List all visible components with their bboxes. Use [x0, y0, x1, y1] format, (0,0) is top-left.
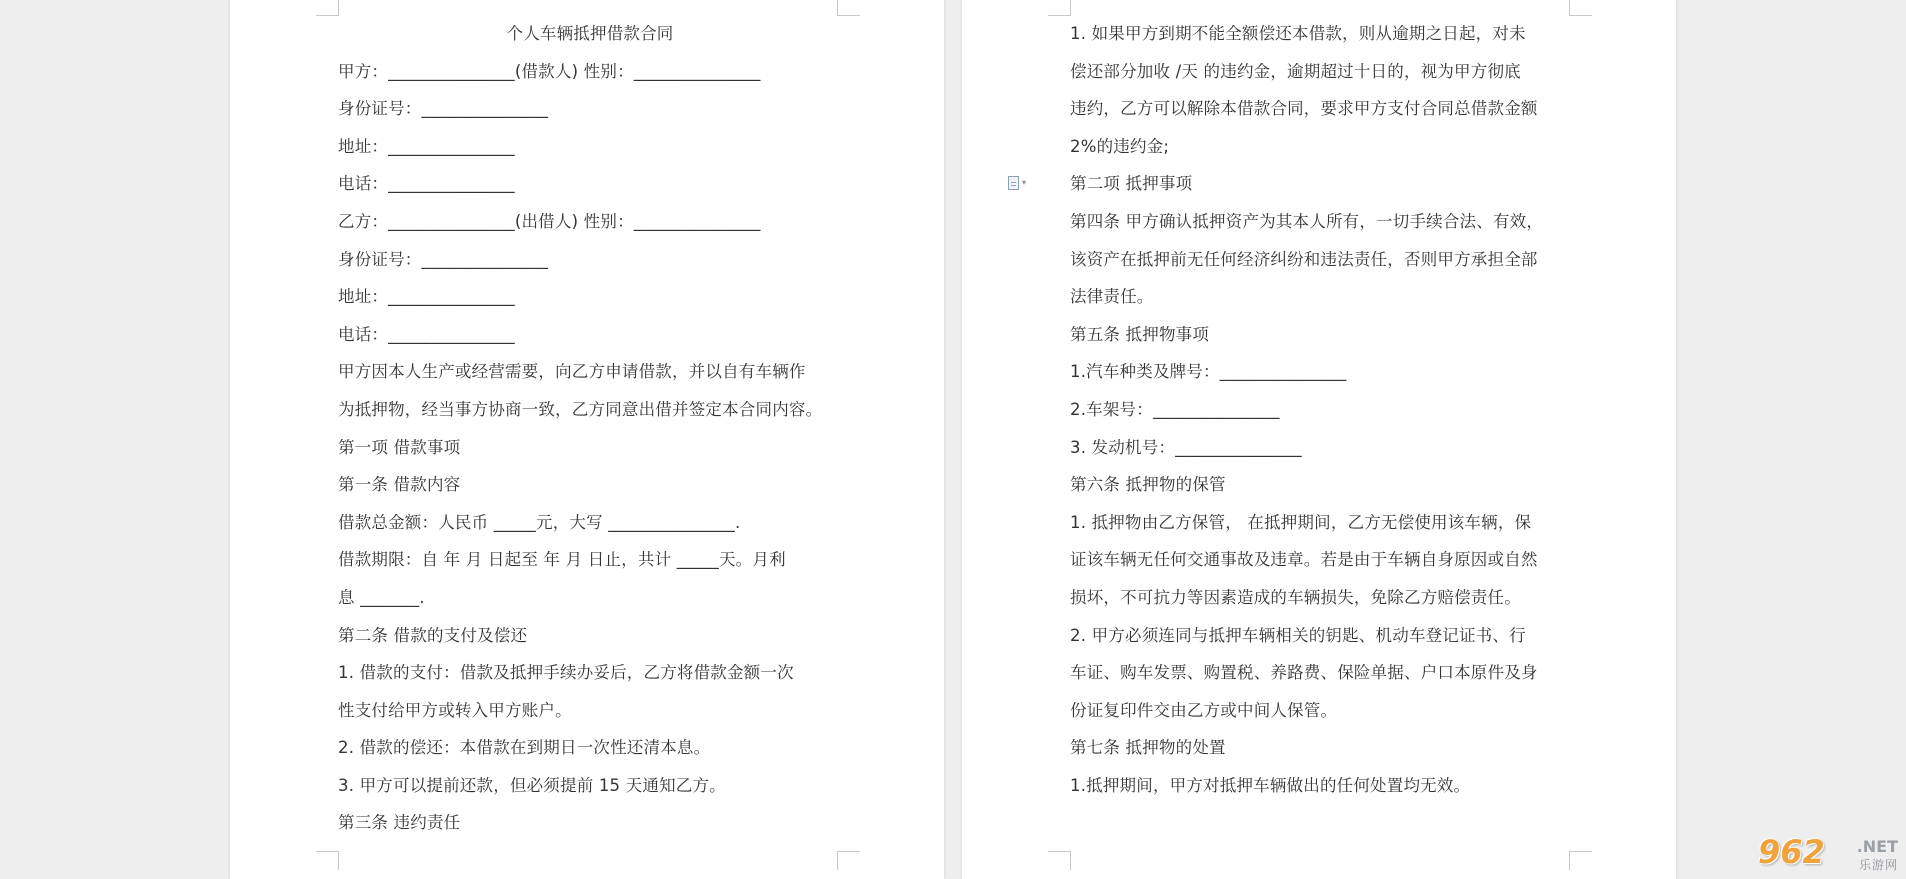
text-line: 第三条 违约责任	[338, 813, 461, 833]
text-line: 3. 甲方可以提前还款，但必须提前 15 天通知乙方。	[338, 775, 726, 795]
text-line: 1. 抵押物由乙方保管， 在抵押期间，乙方无偿使用该车辆，保	[1070, 512, 1532, 532]
text-line: 2. 甲方必须连同与抵押车辆相关的钥匙、机动车登记证书、行	[1070, 625, 1526, 645]
text-line: 身份证号：_______________	[338, 99, 549, 119]
margin-marker-bottom-right	[837, 851, 860, 870]
site-watermark-logo	[1758, 833, 1898, 873]
text-line: 1. 如果甲方到期不能全额偿还本借款，则从逾期之日起，对未	[1070, 24, 1526, 43]
margin-marker-top-left	[316, 0, 339, 16]
text-line: 第四条 甲方确认抵押资产为其本人所有，一切手续合法、有效，	[1070, 211, 1544, 231]
document-page-left	[230, 0, 944, 879]
text-line: 证该车辆无任何交通事故及违章。若是由于车辆自身原因或自然	[1070, 550, 1538, 570]
text-line: 2.车架号：_______________	[1070, 399, 1280, 419]
text-line: 份证复印件交由乙方或中间人保管。	[1070, 700, 1338, 720]
text-line: 甲方因本人生产或经营需要，向乙方申请借款，并以自有车辆作	[338, 362, 806, 382]
text-line: 第二条 借款的支付及偿还	[338, 625, 528, 645]
margin-marker-bottom-left	[1048, 851, 1071, 870]
text-line: 第五条 抵押物事项	[1070, 324, 1210, 344]
document-icon	[1008, 176, 1019, 190]
text-line: 2. 借款的偿还：本借款在到期日一次性还清本息。	[338, 738, 711, 758]
margin-marker-bottom-right	[1569, 851, 1592, 870]
text-line: 第一条 借款内容	[338, 475, 461, 495]
text-line: 法律责任。	[1070, 287, 1154, 307]
text-line: 第七条 抵押物的处置	[1070, 738, 1226, 758]
margin-marker-top-left	[1048, 0, 1071, 16]
text-line: 性支付给甲方或转入甲方账户。	[338, 700, 572, 720]
text-line: 损坏，不可抗力等因素造成的车辆损失，免除乙方赔偿责任。	[1070, 587, 1521, 607]
text-line: 地址：_______________	[338, 287, 515, 307]
text-line: 甲方：_______________(借款人) 性别：_______________	[338, 61, 761, 81]
watermark-subtitle: 乐游网	[1858, 858, 1898, 872]
watermark-suffix: .NET	[1856, 837, 1898, 856]
watermark-number: 962	[1758, 833, 1825, 871]
right-page-text[interactable]	[1070, 0, 1574, 804]
left-page-text[interactable]	[338, 0, 842, 842]
text-line: 3. 发动机号：_______________	[1070, 437, 1302, 457]
paragraph-handle-icon[interactable]	[1008, 175, 1036, 191]
text-line: 息 _______.	[338, 587, 425, 607]
text-line: 乙方：_______________(出借人) 性别：_______________	[338, 211, 761, 231]
text-line: 借款期限：自 年 月 日起至 年 月 日止，共计 _____天。月利	[338, 550, 786, 570]
text-line: 违约，乙方可以解除本借款合同，要求甲方支付合同总借款金额	[1070, 99, 1538, 119]
text-line: 1. 借款的支付：借款及抵押手续办妥后，乙方将借款金额一次	[338, 663, 794, 683]
text-line: 电话：_______________	[338, 324, 515, 344]
text-line: 1.抵押期间，甲方对抵押车辆做出的任何处置均无效。	[1070, 775, 1471, 795]
text-line: 身份证号：_______________	[338, 249, 549, 269]
text-line: 第一项 借款事项	[338, 437, 461, 457]
text-line: 第六条 抵押物的保管	[1070, 475, 1226, 495]
text-line: 1.汽车种类及牌号：_______________	[1070, 362, 1347, 382]
text-line: 为抵押物，经当事方协商一致，乙方同意出借并签定本合同内容。	[338, 399, 823, 419]
text-line: 地址：_______________	[338, 136, 515, 156]
text-line: 偿还部分加收 /天 的违约金，逾期超过十日的，视为甲方彻底	[1070, 61, 1521, 81]
text-line: 电话：_______________	[338, 174, 515, 194]
text-line: 该资产在抵押前无任何经济纠纷和违法责任，否则甲方承担全部	[1070, 249, 1538, 269]
document-page-right	[962, 0, 1676, 879]
text-line: 借款总金额：人民币 _____元，大写 _______________.	[338, 512, 741, 532]
document-title: 个人车辆抵押借款合同	[506, 24, 674, 43]
margin-marker-bottom-left	[316, 851, 339, 870]
text-line: 2%的违约金;	[1070, 136, 1170, 156]
text-line: 车证、购车发票、购置税、养路费、保险单据、户口本原件及身	[1070, 663, 1538, 683]
text-line: 第二项 抵押事项	[1070, 174, 1193, 194]
dropdown-caret-icon: ▾	[1022, 178, 1027, 187]
